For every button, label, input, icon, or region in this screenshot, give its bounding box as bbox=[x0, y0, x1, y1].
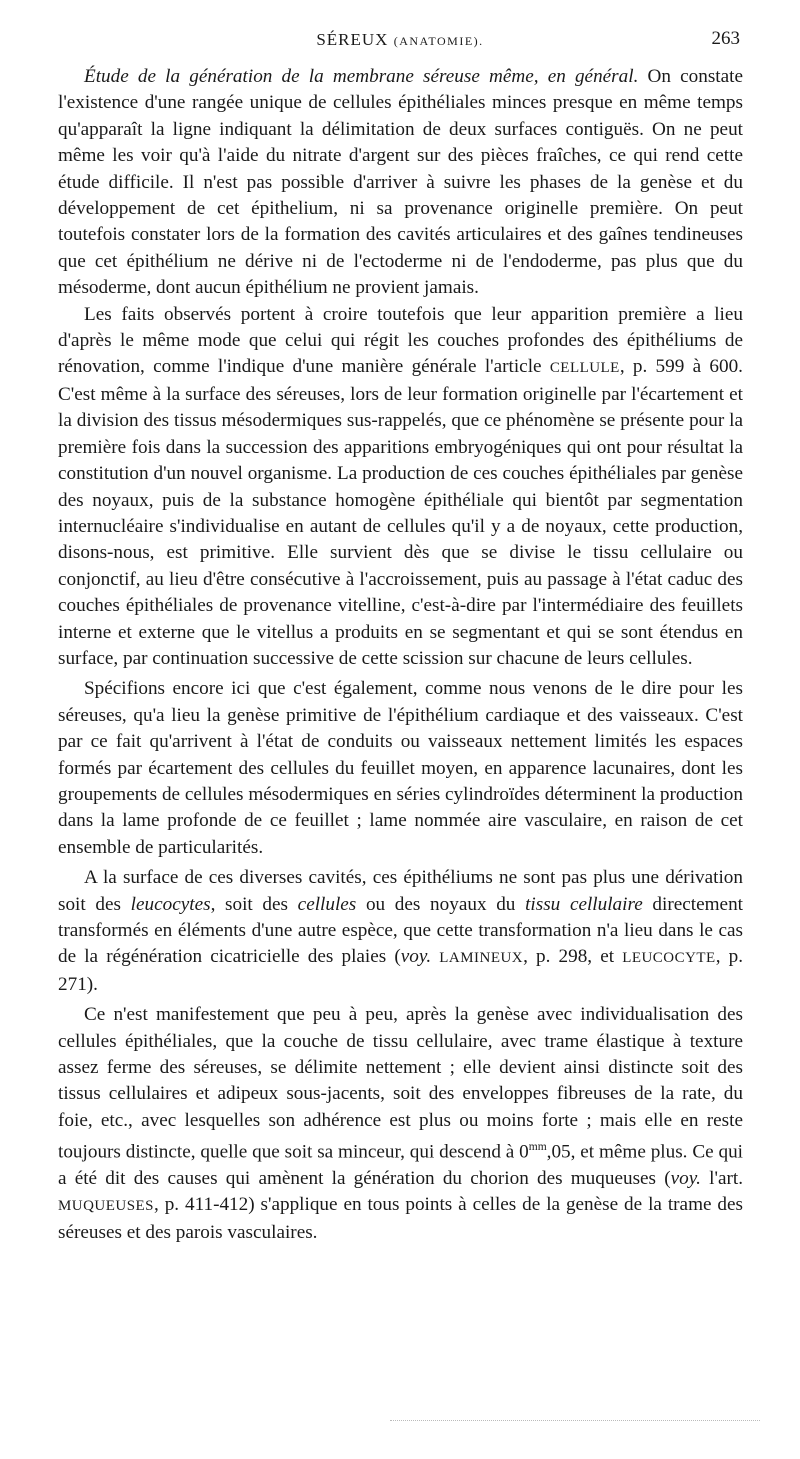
unit-superscript: mm bbox=[528, 1141, 547, 1154]
paragraph-2-text-a: Les faits observés portent à croire toutefois que leur apparition première a lieu d'après le même mode que celui qui régit les couches profondes des épithéliums de rénovation, comme l'indique d'une manière générale l'article bbox=[58, 303, 743, 378]
paragraph-5 bbox=[58, 1002, 743, 1246]
cross-reference: CELLULE bbox=[549, 360, 620, 377]
paragraph-2-text-b: , p. 599 à 600. C'est même à la surface des séreuses, lors de leur formation originelle par l'écartement et la division des tissus mésodermiques sus-rappelés, que ce phénomène se présente pour la première fois dans la succession des apparitions embryogéniques qui ont pour résultat la constitution d'un nouvel organisme. La production de ces couches épithéliales par genèse des noyaux, puis de la substance homogène épithéliale qui bientôt par segmentation internucléaire s'individualise en autant de cellules qu'il y a de noyaux, cette production, disons-nous, est primitive. Elle survient dès que se divise le tissu cellulaire ou conjonctif, au lieu d'être consécutive à l'accroissement, puis au passage à l'état caduc des couches épithéliales de provenance vitelline, c'est-à-dire par l'intermédiaire des feuillets interne et externe que le vitellus a produits en se segmentant et qui se sont étendus en surface, par continuation successive de cette scission sur chacune de leurs cellules. bbox=[58, 356, 743, 669]
paragraph-5-text-c: l'art. bbox=[700, 1168, 743, 1190]
running-header bbox=[60, 30, 740, 60]
paragraph-4-text-b: , soit des bbox=[210, 893, 298, 915]
paragraph-4-text-d: directement transformés en éléments d'une autre espèce, que cette transformation n'a lieu dans le cas de la régénération cicatricielle des plaies ( bbox=[58, 893, 743, 968]
paragraph-4-text-f: , p. 298, et bbox=[523, 946, 623, 968]
paragraph-4 bbox=[58, 865, 743, 998]
running-title bbox=[60, 30, 740, 50]
cross-reference: MUQUEUSES bbox=[58, 1198, 154, 1215]
paragraph-1-text: On constate l'existence d'une rangée unique de cellules épithéliales minces presque en même temps qu'apparaît la ligne indiquant la délimitation de deux surfaces contiguës. On ne peut même les voir qu'à l'aide du nitrate d'argent sur des pièces fraîches, ce qui rend cette étude difficile. Il n'est pas possible d'arriver à suivre les phases de la genèse et du développement de cet épithelium, ni sa provenance originelle première. On peut toutefois constater lors de la formation des cavités articulaires et des gaînes tendineuses que cet épithélium ne dérive ni de l'ectoderme ni de l'endoderme, pas plus que du mésoderme, dont aucun épithélium ne provient jamais. bbox=[58, 66, 743, 299]
page-number: 263 bbox=[711, 28, 740, 49]
cross-reference: LEUCOCYTE bbox=[622, 950, 716, 967]
cross-reference: LAMINEUX bbox=[439, 950, 524, 967]
paragraph-3 bbox=[58, 676, 743, 861]
italic-term: cellules bbox=[297, 893, 357, 915]
header-title: SÉREUX bbox=[316, 30, 389, 49]
paragraph-4-text-c: ou des noyaux du bbox=[356, 893, 526, 915]
paragraph-4-text-g: , p. 271). bbox=[58, 946, 743, 995]
italic-term: tissu cellulaire bbox=[525, 893, 643, 915]
header-subtitle: (ANATOMIE). bbox=[393, 34, 484, 48]
paragraph-5-text-b: ,05, et même plus. Ce qui a été dit des causes qui amènent la génération du chorion des muqueuses ( bbox=[58, 1141, 743, 1190]
paragraph-5-text-a: Ce n'est manifestement que peu à peu, après la genèse avec individualisation des cellules épithéliales, que la couche de tissu cellulaire, avec trame élastique à texture assez ferme des séreuses, se délimite nettement ; elle devient ainsi distincte soit des tissus cellulaires et adipeux sous-jacents, soit des enveloppes fibreuses de la rate, du foie, etc., avec lesquelles son adhérence est plus ou moins forte ; mais elle en reste toujours distincte, quelle que soit sa minceur, qui descend à 0 bbox=[58, 1004, 743, 1163]
paragraph-4-text-a: A la surface de ces diverses cavités, ces épithéliums ne sont pas plus une dérivation soit des bbox=[58, 867, 743, 915]
italic-term: leucocytes bbox=[130, 893, 211, 915]
paragraph-1 bbox=[58, 64, 743, 302]
section-heading: Étude de la génération de la membrane séreuse même, en général. bbox=[84, 66, 639, 87]
italic-term: voy. bbox=[670, 1168, 701, 1190]
paragraph-3-text: Spécifions encore ici que c'est également, comme nous venons de le dire pour les séreuses, qu'a lieu la genèse primitive de l'épithélium cardiaque et des vaisseaux. C'est par ce fait qu'arrivent à l'état de conduits ou vaisseaux nettement limités les espaces formés par écartement des cellules du feuillet moyen, en apparence lacunaires, dont les groupements de cellules mésodermiques en séries cylindroïdes déterminent la production dans la lame profonde de ce feuillet ; lame nommée aire vasculaire, en raison de cet ensemble de particularités. bbox=[58, 678, 743, 858]
paragraph-2 bbox=[58, 302, 743, 673]
paragraph-5-text-d: , p. 411-412) s'applique en tous points à celles de la genèse de la trame des séreuses et des parois vasculaires. bbox=[58, 1194, 743, 1243]
footer-bleed-marks bbox=[390, 1420, 760, 1423]
body-text bbox=[58, 64, 743, 1246]
italic-term: voy. bbox=[400, 946, 432, 968]
